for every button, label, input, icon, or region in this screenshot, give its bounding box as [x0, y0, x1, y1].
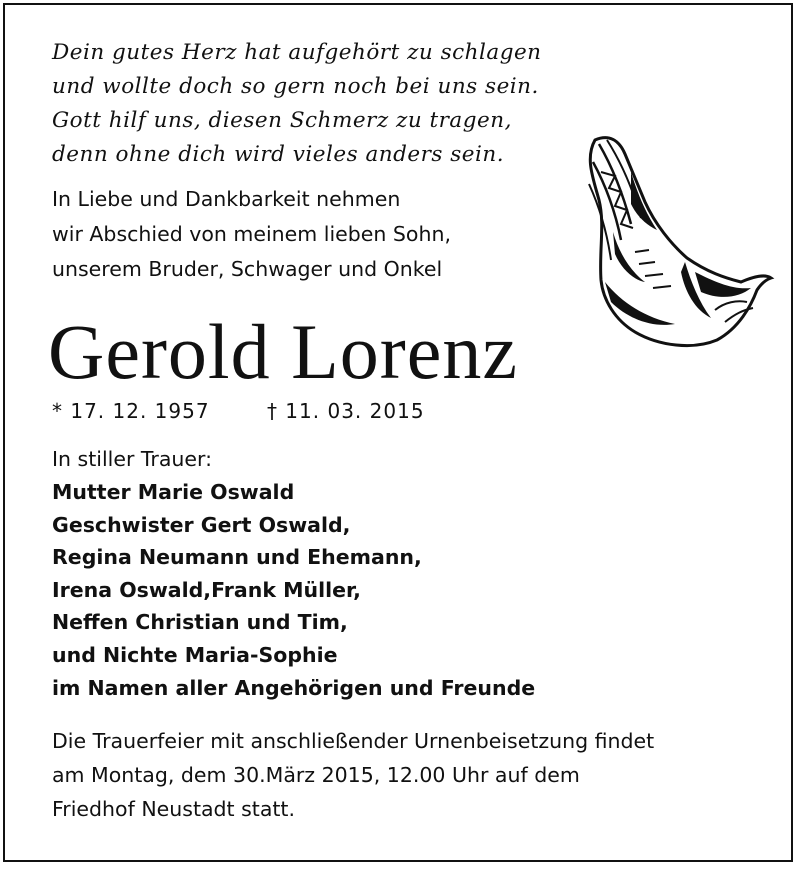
mourner-line: im Namen aller Angehörigen und Freunde: [52, 675, 536, 700]
mourner-line: und Nichte Maria-Sophie: [52, 642, 338, 667]
intro-line: wir Abschied von meinem lieben Sohn,: [52, 222, 451, 246]
mourner-line: Irena Oswald,Frank Müller,: [52, 577, 361, 602]
poem-line: Dein gutes Herz hat aufgehört zu schlagen: [52, 40, 542, 65]
funeral-line: Friedhof Neustadt statt.: [52, 797, 295, 821]
mourner-line: Regina Neumann und Ehemann,: [52, 545, 422, 570]
birth-date: * 17. 12. 1957: [52, 399, 210, 423]
intro-line: In Liebe und Dankbarkeit nehmen: [52, 187, 401, 211]
praying-hands-icon: [575, 132, 775, 352]
intro-text: [52, 182, 451, 287]
intro-line: unserem Bruder, Schwager und Onkel: [52, 257, 443, 281]
mourners-list: [52, 476, 535, 704]
poem-line: denn ohne dich wird vieles anders sein.: [52, 142, 505, 167]
life-dates: [52, 396, 425, 426]
deceased-name: Gerold Lorenz: [48, 308, 518, 395]
funeral-info: [52, 724, 654, 826]
poem-line: und wollte doch so gern noch bei uns sein.: [52, 74, 539, 99]
mourner-line: Neffen Christian und Tim,: [52, 610, 348, 635]
mourner-line: Geschwister Gert Oswald,: [52, 512, 351, 537]
mourner-line: Mutter Marie Oswald: [52, 480, 295, 504]
funeral-line: Die Trauerfeier mit anschließender Urnenbeisetzung findet: [52, 729, 655, 753]
death-date: † 11. 03. 2015: [266, 399, 425, 423]
funeral-line: am Montag, dem 30.März 2015, 12.00 Uhr auf dem: [52, 763, 580, 787]
poem: [52, 36, 542, 172]
mourning-heading: In stiller Trauer:: [52, 447, 212, 471]
poem-line: Gott hilf uns, diesen Schmerz zu tragen,: [52, 108, 512, 133]
